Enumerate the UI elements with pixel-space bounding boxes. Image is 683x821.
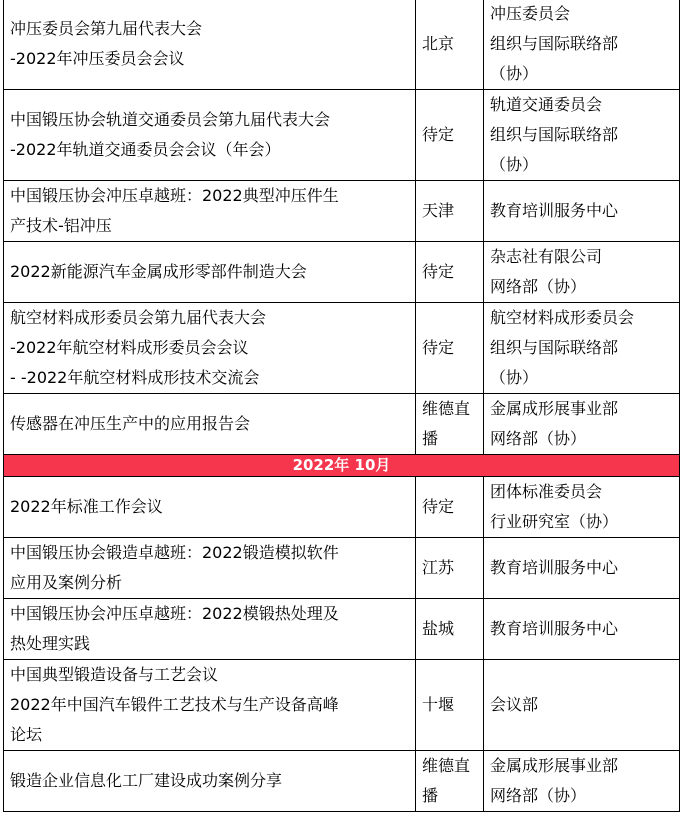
event-organizer-cell-line: （协） xyxy=(490,368,539,387)
event-title-cell-line: 中国锻压协会轨道交通委员会第九届代表大会 xyxy=(10,110,331,129)
event-title-cell xyxy=(4,394,416,455)
event-title-cell xyxy=(4,303,416,394)
event-organizer-cell-line: 教育培训服务中心 xyxy=(490,619,619,638)
event-organizer-cell-line: 组织与国际联络部 xyxy=(490,338,619,357)
table-row xyxy=(4,394,680,455)
month-header-row xyxy=(4,455,680,477)
event-organizer-cell-line: 金属成形展事业部 xyxy=(490,399,619,418)
event-organizer-cell-line: 组织与国际联络部 xyxy=(490,34,619,53)
event-place-cell-line: 待定 xyxy=(422,497,455,516)
event-title-cell-line: 锻造企业信息化工厂建设成功案例分享 xyxy=(10,771,283,790)
event-place-cell-line: 江苏 xyxy=(422,558,455,577)
event-organizer-cell xyxy=(484,181,680,242)
event-organizer-cell xyxy=(484,477,680,538)
table-row xyxy=(4,599,680,660)
event-organizer-cell-line: 教育培训服务中心 xyxy=(490,201,619,220)
event-title-cell xyxy=(4,181,416,242)
event-title-cell-line: 航空材料成形委员会第九届代表大会 xyxy=(10,308,267,327)
event-organizer-cell xyxy=(484,660,680,751)
event-title-cell xyxy=(4,538,416,599)
event-title-cell xyxy=(4,0,416,90)
event-organizer-cell-line: 组织与国际联络部 xyxy=(490,125,619,144)
event-organizer-cell-line: （协） xyxy=(490,155,539,174)
event-title-cell-line: - -2022年航空材料成形技术交流会 xyxy=(10,368,260,387)
event-title-cell xyxy=(4,90,416,181)
event-organizer-cell-line: 团体标准委员会 xyxy=(490,482,603,501)
event-organizer-cell-line: 网络部（协） xyxy=(490,277,587,296)
event-title-cell-line: -2022年冲压委员会会议 xyxy=(10,49,185,68)
event-organizer-cell-line: 杂志社有限公司 xyxy=(490,247,603,266)
event-organizer-cell-line: 金属成形展事业部 xyxy=(490,756,619,775)
event-organizer-cell-line: 行业研究室（协） xyxy=(490,512,619,531)
events-table xyxy=(3,0,680,812)
event-title-cell-line: 传感器在冲压生产中的应用报告会 xyxy=(10,414,251,433)
table-row xyxy=(4,477,680,538)
event-organizer-cell-line: 航空材料成形委员会 xyxy=(490,308,635,327)
event-organizer-cell xyxy=(484,242,680,303)
event-title-cell-line: 2022新能源汽车金属成形零部件制造大会 xyxy=(10,262,307,281)
event-place-cell xyxy=(416,538,484,599)
event-organizer-cell xyxy=(484,90,680,181)
event-title-cell-line: 冲压委员会第九届代表大会 xyxy=(10,19,203,38)
event-title-cell-line: 论坛 xyxy=(10,725,43,744)
event-title-cell xyxy=(4,477,416,538)
event-title-cell-line: 2022年标准工作会议 xyxy=(10,497,163,516)
event-organizer-cell-line: 会议部 xyxy=(490,695,539,714)
event-title-cell-line: 中国锻压协会冲压卓越班：2022模锻热处理及 xyxy=(10,604,339,623)
event-organizer-cell xyxy=(484,303,680,394)
event-organizer-cell xyxy=(484,0,680,90)
event-organizer-cell xyxy=(484,394,680,455)
event-organizer-cell xyxy=(484,538,680,599)
event-title-cell xyxy=(4,242,416,303)
event-place-cell-line: 维德直播 xyxy=(422,399,471,448)
event-title-cell xyxy=(4,599,416,660)
event-place-cell xyxy=(416,660,484,751)
table-row xyxy=(4,0,680,90)
event-place-cell-line: 十堰 xyxy=(422,695,455,714)
event-title-cell-line: 应用及案例分析 xyxy=(10,573,123,592)
table-row xyxy=(4,751,680,812)
table-row xyxy=(4,181,680,242)
event-place-cell-line: 北京 xyxy=(422,34,455,53)
event-place-cell xyxy=(416,477,484,538)
event-place-cell-line: 盐城 xyxy=(422,619,455,638)
event-place-cell xyxy=(416,303,484,394)
event-organizer-cell-line: 网络部（协） xyxy=(490,429,587,448)
event-organizer-cell-line: （协） xyxy=(490,64,539,83)
event-organizer-cell xyxy=(484,599,680,660)
event-place-cell-line: 待定 xyxy=(422,338,455,357)
event-place-cell xyxy=(416,0,484,90)
event-organizer-cell xyxy=(484,751,680,812)
event-title-cell-line: -2022年轨道交通委员会会议（年会） xyxy=(10,140,281,159)
event-title-cell-line: 中国锻压协会锻造卓越班：2022锻造模拟软件 xyxy=(10,543,339,562)
event-title-cell-line: -2022年航空材料成形委员会会议 xyxy=(10,338,249,357)
event-place-cell-line: 待定 xyxy=(422,262,455,281)
event-place-cell xyxy=(416,751,484,812)
event-place-cell-line: 天津 xyxy=(422,201,455,220)
table-row xyxy=(4,90,680,181)
event-title-cell xyxy=(4,751,416,812)
event-place-cell xyxy=(416,90,484,181)
event-title-cell xyxy=(4,660,416,751)
event-place-cell-line: 维德直播 xyxy=(422,756,471,805)
event-organizer-cell-line: 轨道交通委员会 xyxy=(490,95,603,114)
event-title-cell-line: 2022年中国汽车锻件工艺技术与生产设备高峰 xyxy=(10,695,339,714)
month-header: 2022年 10月 xyxy=(4,455,680,477)
event-title-cell-line: 产技术-铝冲压 xyxy=(10,216,112,235)
event-place-cell-line: 待定 xyxy=(422,125,455,144)
event-title-cell-line: 中国典型锻造设备与工艺会议 xyxy=(10,665,219,684)
event-title-cell-line: 热处理实践 xyxy=(10,634,91,653)
event-place-cell xyxy=(416,394,484,455)
event-title-cell-line: 中国锻压协会冲压卓越班：2022典型冲压件生 xyxy=(10,186,339,205)
event-organizer-cell-line: 网络部（协） xyxy=(490,786,587,805)
table-body xyxy=(4,0,680,812)
table-row xyxy=(4,538,680,599)
event-organizer-cell-line: 冲压委员会 xyxy=(490,4,571,23)
event-place-cell xyxy=(416,242,484,303)
event-organizer-cell-line: 教育培训服务中心 xyxy=(490,558,619,577)
table-row xyxy=(4,242,680,303)
event-place-cell xyxy=(416,599,484,660)
table-row xyxy=(4,660,680,751)
event-place-cell xyxy=(416,181,484,242)
table-row xyxy=(4,303,680,394)
